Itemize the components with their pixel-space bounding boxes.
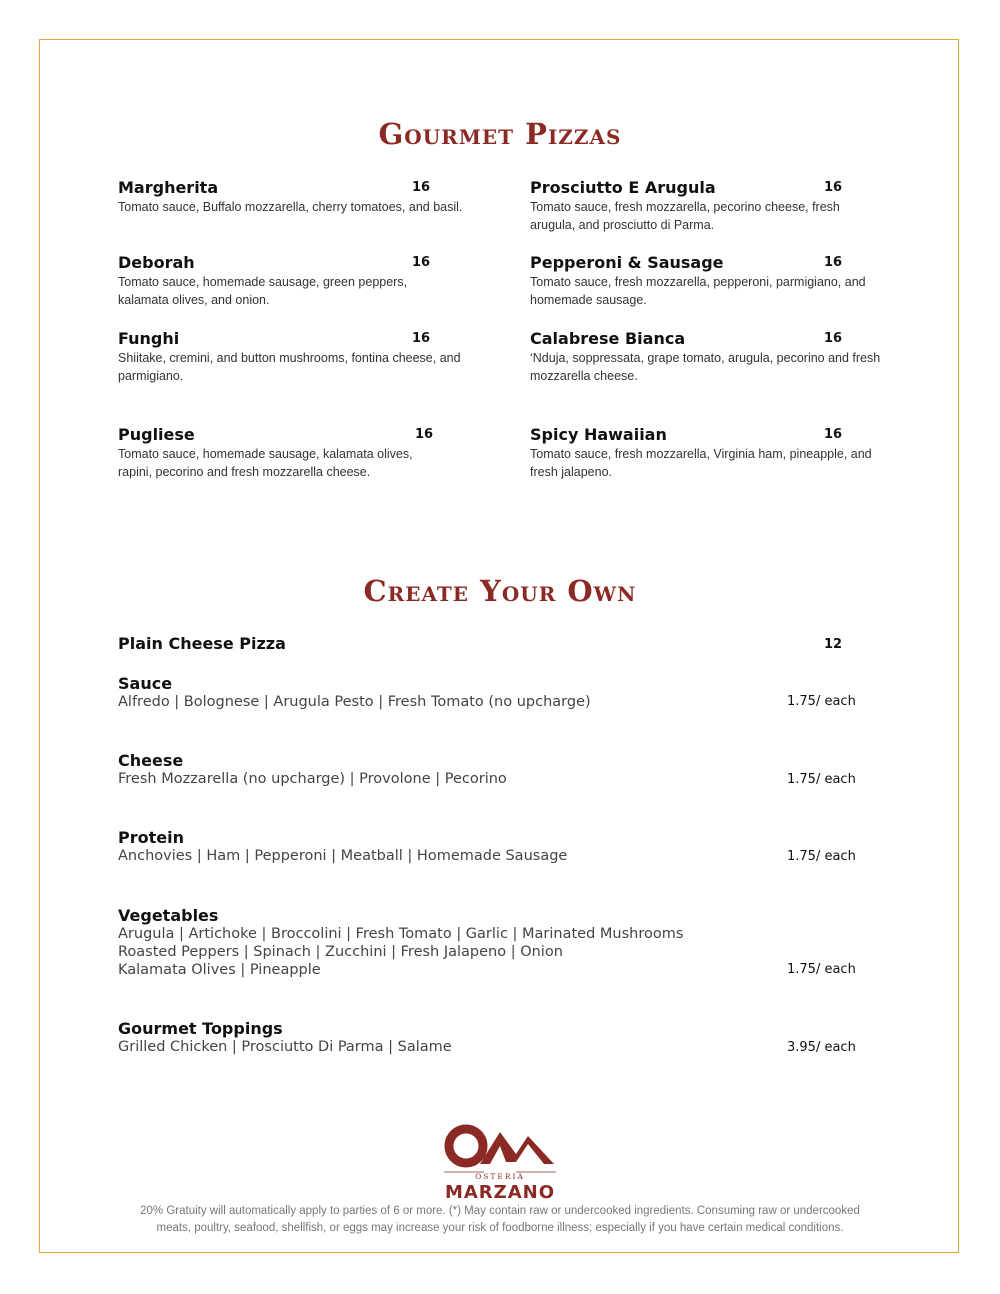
plain-cheese-pizza-row [118, 634, 878, 653]
item-name: Margherita [118, 178, 219, 197]
item-price: 16 [412, 180, 431, 195]
item-description: Shiitake, cremini, and button mushrooms, fontina cheese, and parmigiano. [118, 351, 461, 383]
plain-cheese-label: Plain Cheese Pizza [118, 634, 286, 653]
create-your-own-heading: Create Your Own [363, 574, 637, 608]
option-group-label: Vegetables [118, 906, 219, 925]
item-description: Tomato sauce, homemade sausage, green peppers, kalamata olives, and onion. [118, 275, 408, 307]
option-group-protein [118, 828, 878, 865]
menu-item-spicy-hawaiian [530, 425, 890, 481]
item-name: Calabrese Bianca [530, 329, 686, 348]
logo-name: MARZANO [444, 1182, 556, 1203]
option-group-vegetables [118, 906, 878, 979]
item-name: Deborah [118, 253, 195, 272]
option-group-label: Sauce [118, 674, 173, 693]
option-list: Fresh Mozzarella (no upcharge) | Provolone | Pecorino [118, 771, 507, 787]
option-list-line: Arugula | Artichoke | Broccolini | Fresh Tomato | Garlic | Marinated Mushrooms [118, 926, 684, 942]
item-price: 16 [824, 255, 843, 270]
item-price: 16 [824, 180, 843, 195]
option-group-cheese [118, 751, 878, 788]
item-description: Tomato sauce, fresh mozzarella, pepperoni, parmigiano, and homemade sausage. [530, 275, 866, 307]
item-name: Prosciutto E Arugula [530, 178, 716, 197]
gourmet-pizzas-heading: Gourmet Pizzas [378, 117, 622, 151]
logo-o-mark [449, 1129, 483, 1163]
option-price: 1.75/ each [787, 772, 856, 787]
menu-item-deborah [118, 253, 478, 309]
logo-subtitle: OSTERIA [475, 1172, 525, 1181]
option-group-sauce [118, 674, 878, 711]
menu-item-prosciutto-arugula [530, 178, 890, 234]
menu-item-pugliese [118, 425, 478, 481]
item-description: Tomato sauce, homemade sausage, kalamata olives, rapini, pecorino and fresh mozzarella cheese. [118, 447, 413, 479]
item-price: 16 [824, 331, 843, 346]
option-group-label: Protein [118, 828, 184, 847]
item-price: 16 [412, 331, 431, 346]
option-list: Grilled Chicken | Prosciutto Di Parma | Salame [118, 1039, 452, 1055]
option-group-gourmet-toppings [118, 1019, 878, 1056]
option-list: Alfredo | Bolognese | Arugula Pesto | Fresh Tomato (no upcharge) [118, 694, 591, 710]
item-name: Funghi [118, 329, 180, 348]
item-description: ‘Nduja, soppressata, grape tomato, arugula, pecorino and fresh mozzarella cheese. [530, 351, 881, 383]
option-group-label: Cheese [118, 751, 184, 770]
option-price: 1.75/ each [787, 962, 856, 977]
item-price: 16 [824, 427, 843, 442]
item-price: 16 [415, 427, 434, 442]
footer-line: meats, poultry, seafood, shellfish, or eggs may increase your risk of foodborne illness; especially if you have certain medical conditions. [156, 1222, 844, 1234]
option-price: 1.75/ each [787, 849, 856, 864]
option-price: 1.75/ each [787, 694, 856, 709]
footer-line: 20% Gratuity will automatically apply to parties of 6 or more. (*) May contain raw or undercooked ingredients. Consuming raw or undercooked [140, 1205, 860, 1217]
option-price: 3.95/ each [787, 1040, 856, 1055]
item-description: Tomato sauce, Buffalo mozzarella, cherry tomatoes, and basil. [118, 200, 463, 214]
option-list: Anchovies | Ham | Pepperoni | Meatball | Homemade Sausage [118, 848, 568, 864]
menu-item-calabrese-bianca [530, 329, 890, 385]
plain-cheese-price: 12 [824, 637, 843, 652]
option-group-label: Gourmet Toppings [118, 1019, 283, 1038]
option-list-line: Kalamata Olives | Pineapple [118, 962, 321, 978]
item-name: Pugliese [118, 425, 195, 444]
menu-item-margherita [118, 178, 478, 216]
item-description: Tomato sauce, fresh mozzarella, Virginia ham, pineapple, and fresh jalapeno. [530, 447, 872, 479]
item-description: Tomato sauce, fresh mozzarella, pecorino cheese, fresh arugula, and prosciutto di Parma. [530, 200, 840, 232]
footer-disclaimer [110, 1203, 890, 1237]
item-price: 16 [412, 255, 431, 270]
menu-item-pepperoni-sausage [530, 253, 890, 309]
item-name: Pepperoni & Sausage [530, 253, 724, 272]
osteria-marzano-logo [444, 1124, 556, 1176]
logo-m-mark [480, 1132, 554, 1164]
item-name: Spicy Hawaiian [530, 425, 667, 444]
option-list-line: Roasted Peppers | Spinach | Zucchini | Fresh Jalapeno | Onion [118, 944, 563, 960]
menu-item-funghi [118, 329, 478, 385]
